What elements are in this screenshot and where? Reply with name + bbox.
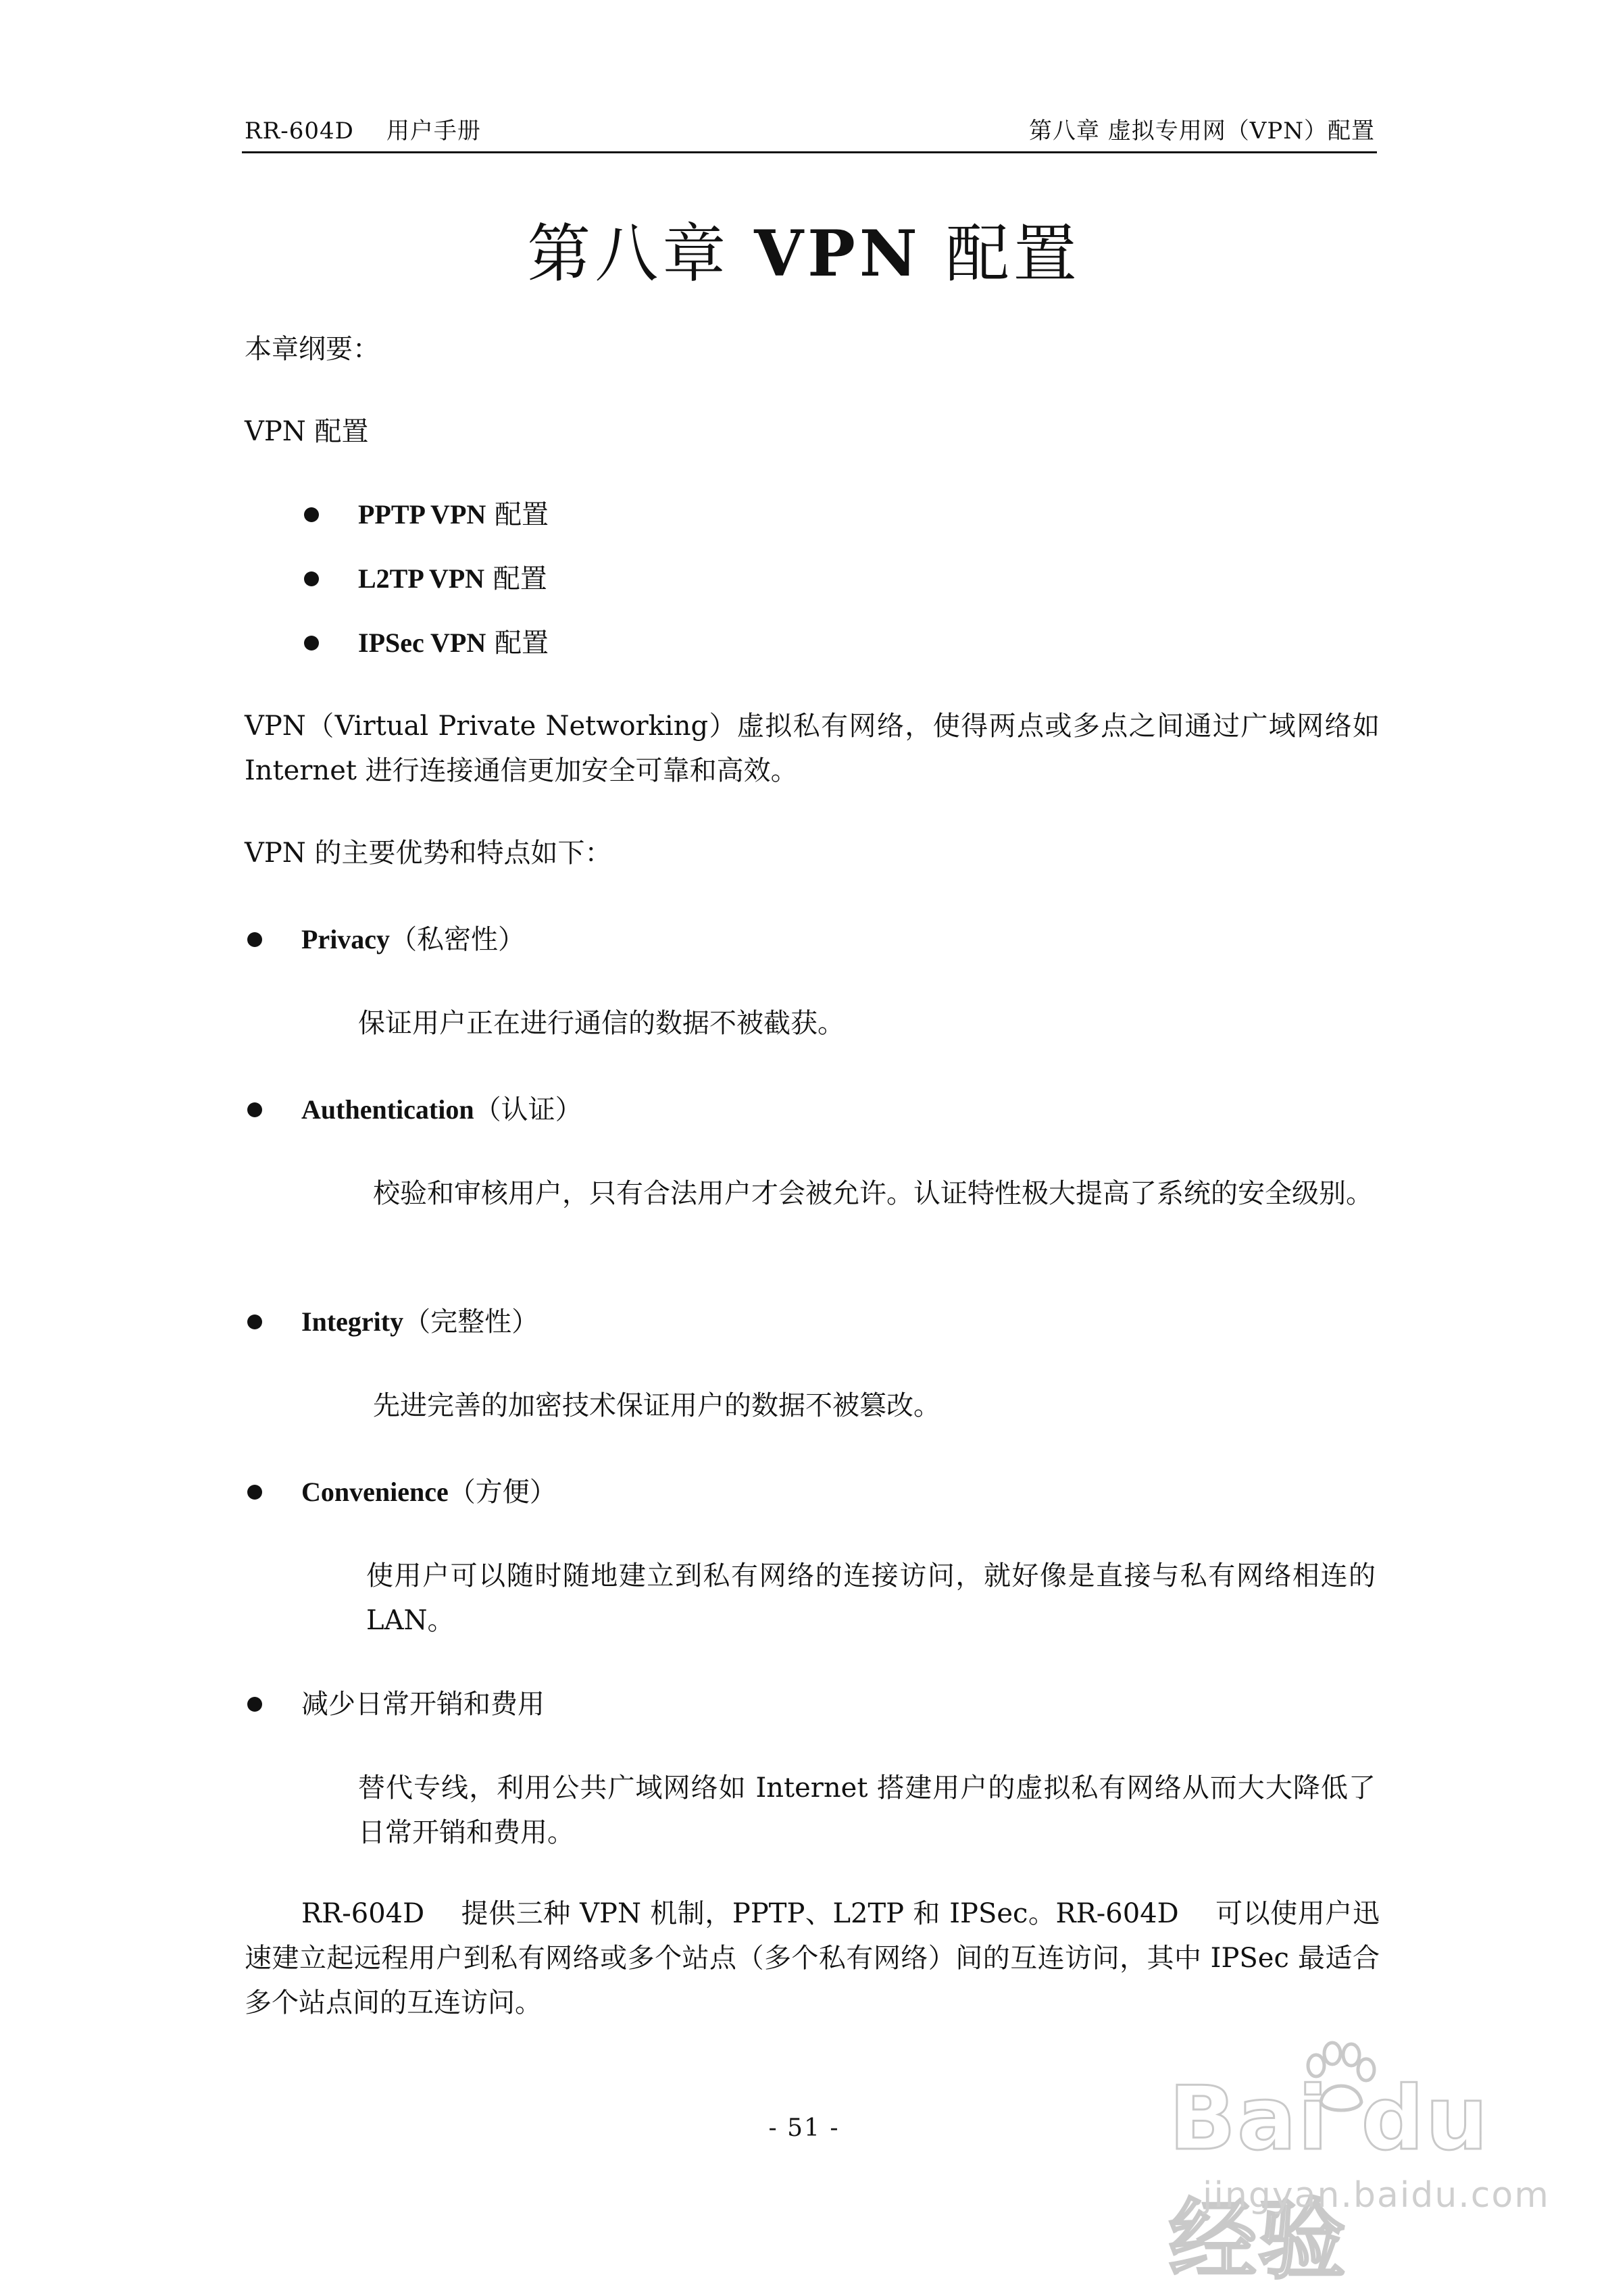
outline-heading: VPN 配置 [245,416,369,447]
bullet-icon [247,1485,262,1500]
closing-paragraph: RR-604D 提供三种 VPN 机制，PPTP、L2TP 和 IPSec。RR-604D 可以使用户迅速建立起远程用户到私有网络或多个站点（多个私有网络）间的互连访问，其中 IPSec 最适合多个站点间的互连访问。 [245,1898,1380,2018]
outline-label: 本章纲要： [245,334,380,365]
header-chapter: 第八章 虚拟专用网（VPN）配置 [1029,118,1375,145]
intro-paragraph: VPN（Virtual Private Networking）虚拟私有网络，使得两点或多点之间通过广域网络如 Internet 进行连接通信更加安全可靠和高效。 [245,711,1380,786]
header-manual: 用户手册 [386,118,481,145]
header-rule [242,151,1377,153]
feature-heading: Integrity（完整性） [301,1306,539,1337]
bullet-icon [247,1315,262,1329]
bullet-icon [304,507,319,522]
title-latin: VPN [754,217,922,291]
header-left [245,112,481,145]
feature-heading: Convenience（方便） [301,1477,557,1508]
feature-desc: 校验和审核用户，只有合法用户才会被允许。认证特性极大提高了系统的安全级别。 [373,1178,1373,1209]
feature-heading: Authentication（认证） [301,1094,582,1125]
feature-desc: 使用户可以随时随地建立到私有网络的连接访问，就好像是直接与私有网络相连的 LAN。 [366,1560,1376,1636]
watermark-logo: Bai du 经验 [1169,2067,1490,2291]
outline-item: L2TP VPN 配置 [358,563,547,594]
bullet-icon [247,1102,262,1117]
feature-heading: 减少日常开销和费用 [301,1689,545,1720]
bullet-icon [304,636,319,650]
features-label: VPN 的主要优势和特点如下： [245,838,612,869]
title-suffix: 配置 [945,218,1081,291]
bullet-icon [247,1697,262,1712]
bullet-icon [304,571,319,586]
feature-heading: Privacy（私密性） [301,924,526,955]
bullet-icon [247,932,262,947]
header-model: RR-604D [245,118,354,145]
outline-item: PPTP VPN 配置 [358,499,549,530]
feature-desc: 替代专线，利用公共广域网络如 Internet 搭建用户的虚拟私有网络从而大大降低了日常开销和费用。 [358,1772,1376,1848]
chapter-title [0,203,1608,294]
outline-item: IPSec VPN 配置 [358,628,549,659]
title-prefix: 第八章 [527,218,730,291]
watermark-url: jingyan.baidu.com [1203,2175,1550,2216]
baidu-watermark [1142,2040,1574,2291]
feature-desc: 先进完善的加密技术保证用户的数据不被篡改。 [373,1390,940,1421]
feature-desc: 保证用户正在进行通信的数据不被截获。 [358,1008,845,1039]
page-number: - 51 - [768,2114,840,2142]
